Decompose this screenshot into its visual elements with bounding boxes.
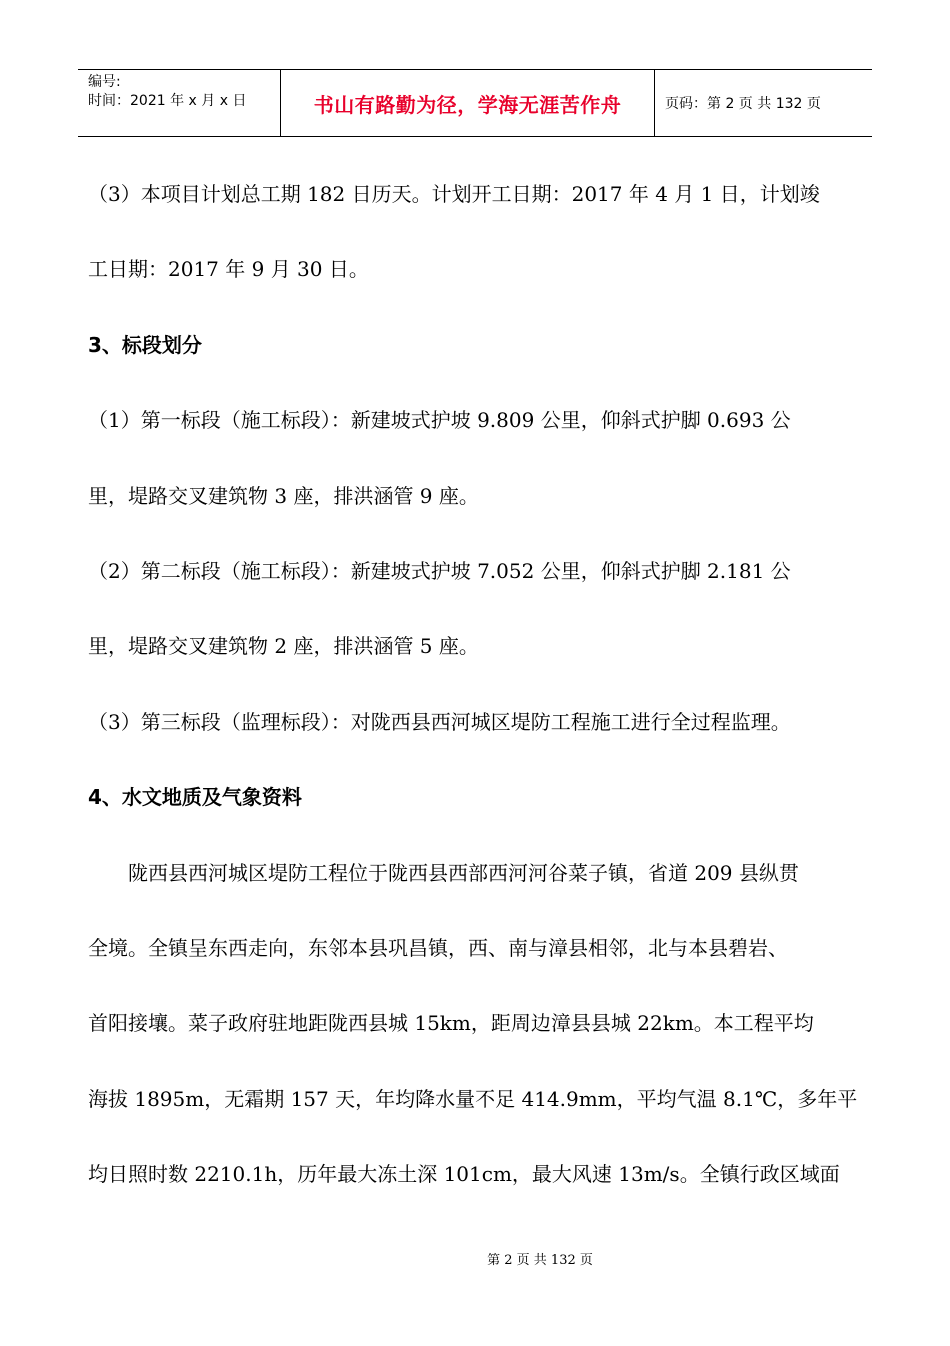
body-line: （2）第二标段（施工标段）：新建坡式护坡 7.052 公里，仰斜式护脚 2.181 公	[88, 558, 791, 583]
body-line: 全境。全镇呈东西走向，东邻本县巩昌镇，西、南与漳县相邻，北与本县碧岩、	[88, 935, 788, 960]
section-heading: 4、水文地质及气象资料	[88, 785, 302, 810]
body-line: 首阳接壤。菜子政府驻地距陇西县城 15km，距周边漳县县城 22km。本工程平均	[88, 1011, 814, 1036]
body-line: 里，堤路交叉建筑物 3 座，排洪涵管 9 座。	[88, 483, 479, 508]
page-header	[78, 69, 872, 137]
header-page-info: 页码：第 2 页 共 132 页	[665, 96, 821, 112]
body-line: 海拔 1895m，无霜期 157 天，年均降水量不足 414.9mm，平均气温 8.1℃，多年平	[88, 1086, 858, 1111]
body-line: 陇西县西河城区堤防工程位于陇西县西部西河河谷菜子镇，省道 209 县纵贯	[128, 860, 799, 885]
body-line: （1）第一标段（施工标段）：新建坡式护坡 9.809 公里，仰斜式护脚 0.693 公	[88, 408, 791, 433]
body-line: （3）本项目计划总工期 182 日历天。计划开工日期：2017 年 4 月 1 日，计划竣	[88, 182, 820, 206]
document-time-label: 时间：2021 年 x 月 x 日	[88, 93, 247, 109]
header-motto: 书山有路勤为径，学海无涯苦作舟	[281, 70, 655, 136]
section-heading: 3、标段划分	[88, 332, 202, 357]
body-line: （3）第三标段（监理标段）：对陇西县西河城区堤防工程施工进行全过程监理。	[88, 709, 791, 734]
body-line: 均日照时数 2210.1h，历年最大冻土深 101cm，最大风速 13m/s。全镇行政区域面	[88, 1162, 840, 1187]
header-meta-cell	[78, 70, 281, 136]
page-footer: 第 2 页 共 132 页	[487, 1253, 593, 1268]
document-body	[88, 157, 878, 1212]
document-number-label: 编号:	[88, 74, 121, 90]
body-line: 工日期：2017 年 9 月 30 日。	[88, 257, 369, 282]
body-line: 里，堤路交叉建筑物 2 座，排洪涵管 5 座。	[88, 634, 479, 659]
